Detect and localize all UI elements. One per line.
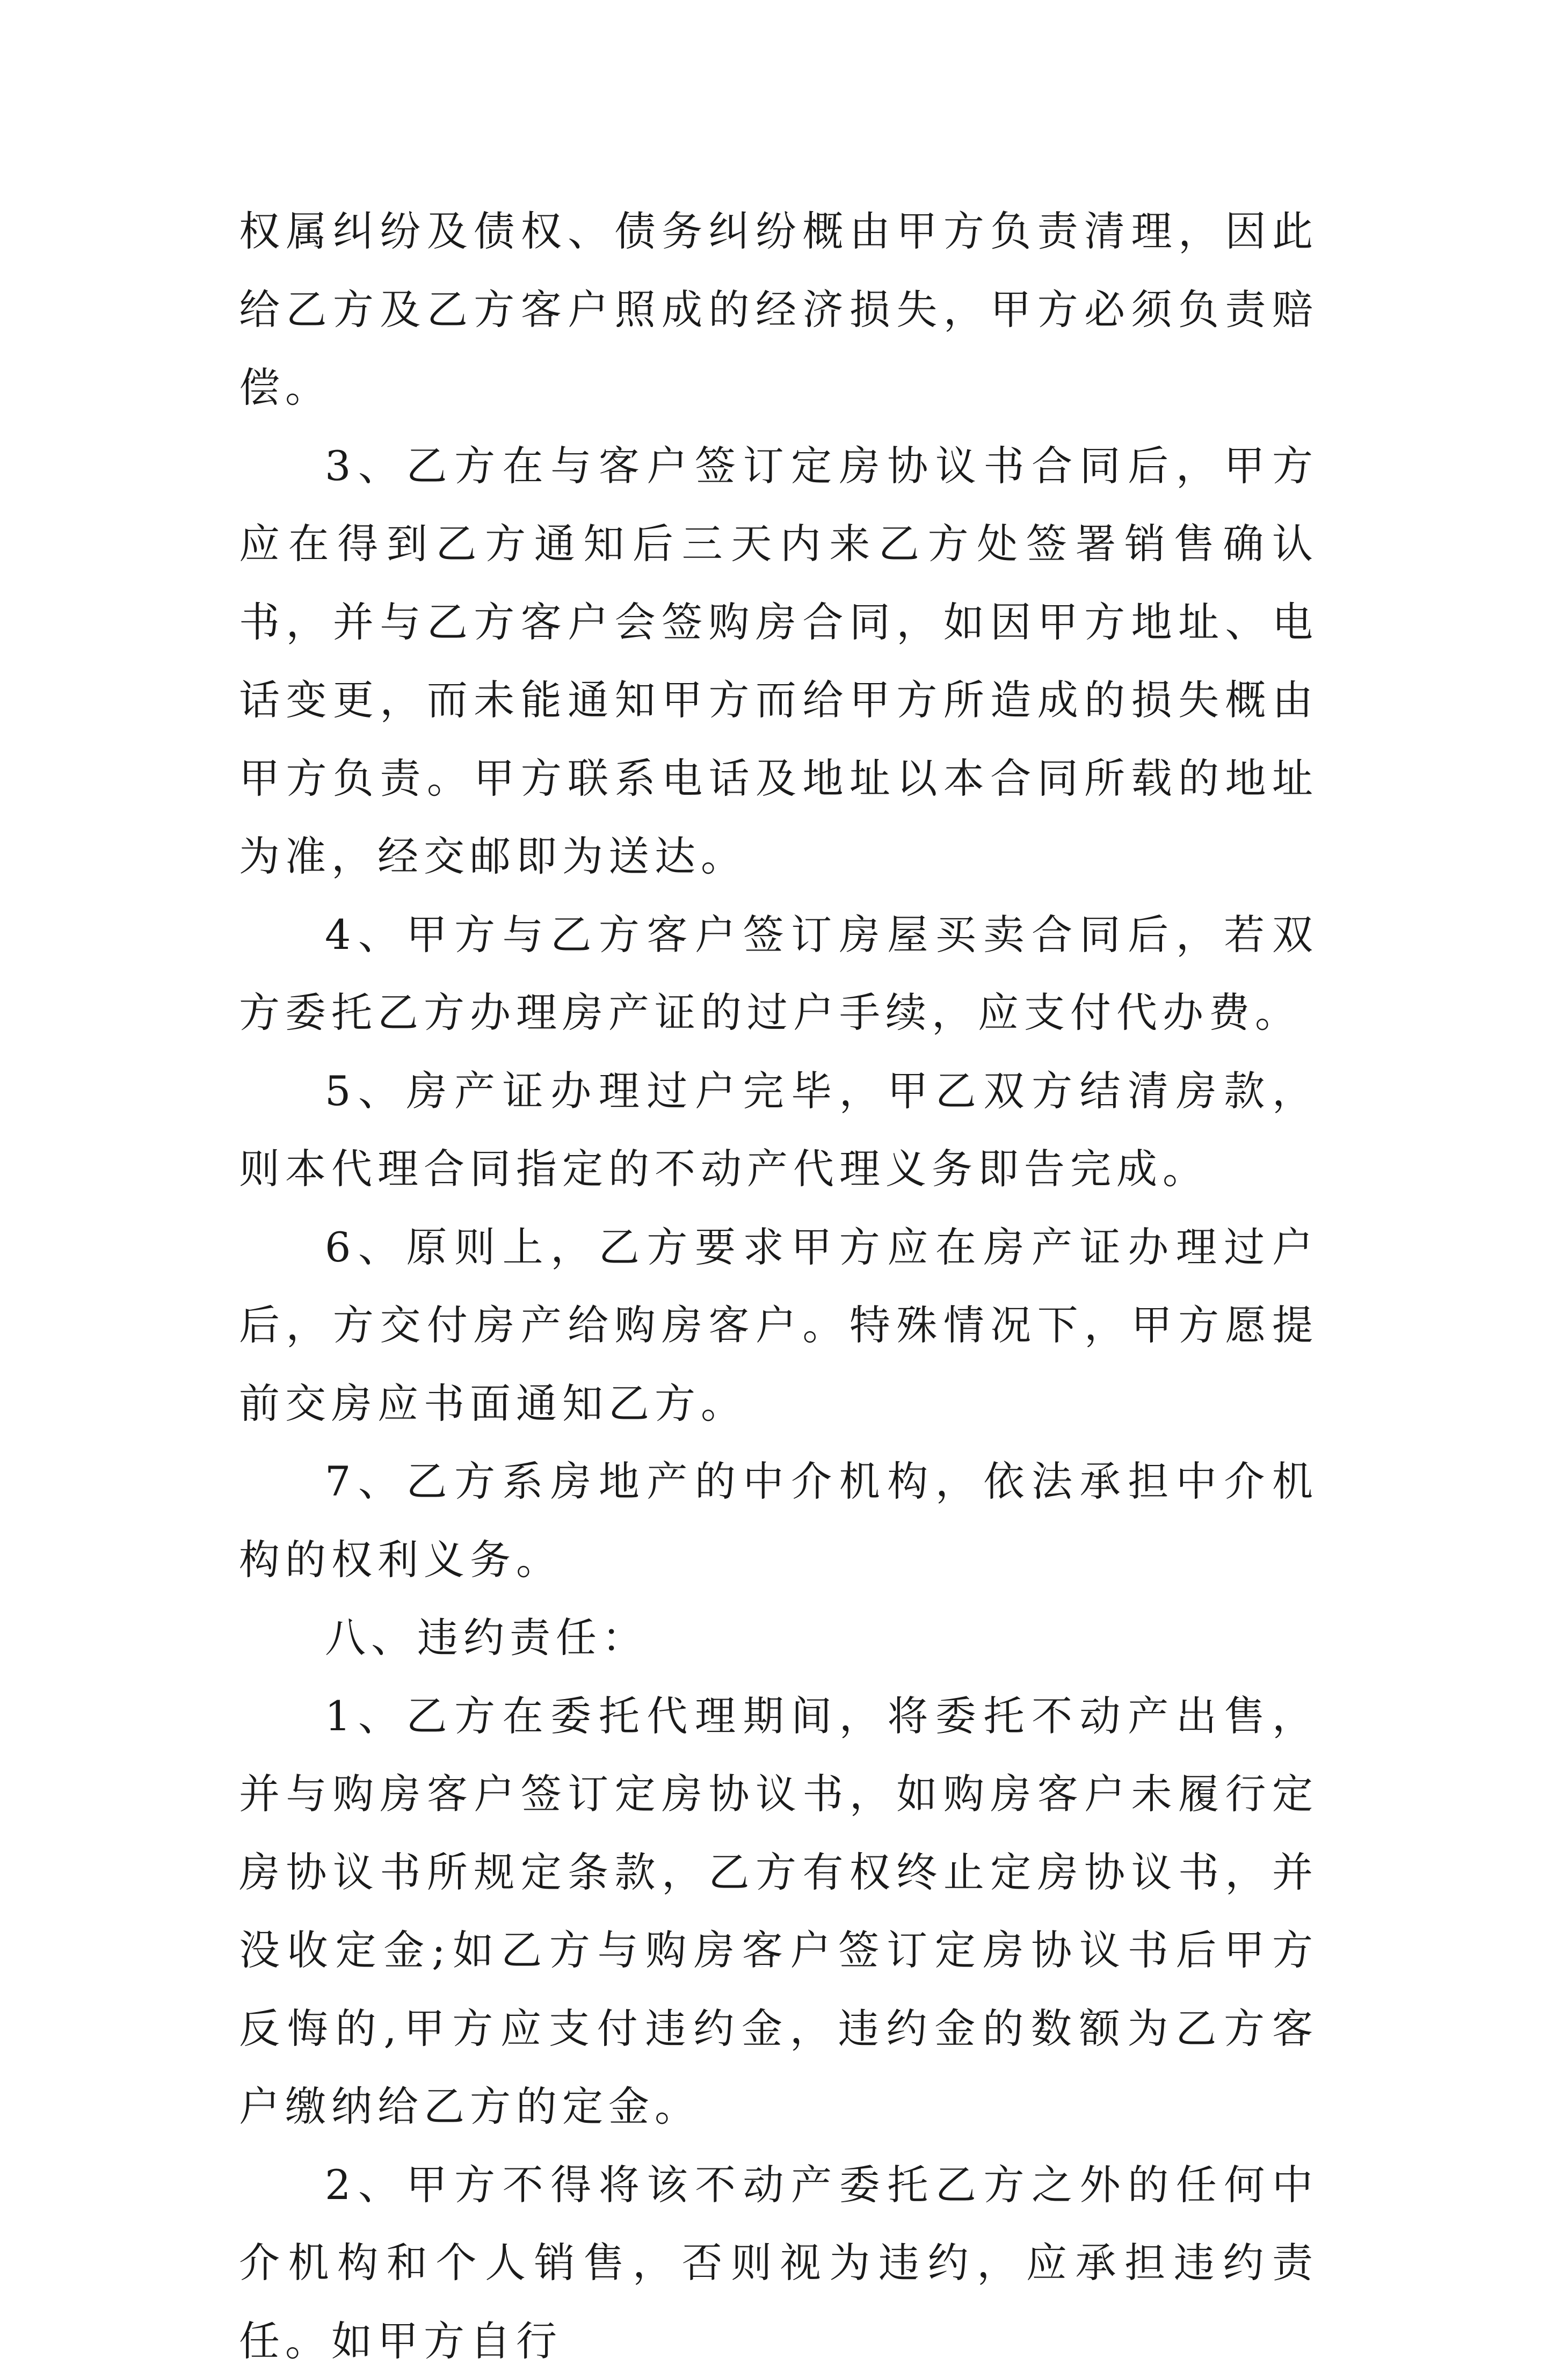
paragraph: 7、乙方系房地产的中介机构，依法承担中介机构的权利义务。	[239, 1442, 1318, 1599]
section-heading: 八、违约责任：	[239, 1599, 1318, 1677]
paragraph: 6、原则上，乙方要求甲方应在房产证办理过户后，方交付房产给购房客户。特殊情况下，甲方愿提前交房应书面通知乙方。	[239, 1208, 1318, 1443]
paragraph: 5、房产证办理过户完毕，甲乙双方结清房款，则本代理合同指定的不动产代理义务即告完成。	[239, 1052, 1318, 1208]
paragraph: 1、乙方在委托代理期间，将委托不动产出售，并与购房客户签订定房协议书，如购房客户未履行定房协议书所规定条款，乙方有权终止定房协议书，并没收定金;如乙方与购房客户签订定房协议书后甲方反悔的,甲方应支付违约金，违约金的数额为乙方客户缴纳给乙方的定金。	[239, 1677, 1318, 2146]
paragraph: 2、甲方不得将该不动产委托乙方之外的任何中介机构和个人销售，否则视为违约，应承担违约责任。如甲方自行	[239, 2146, 1318, 2380]
paragraph: 权属纠纷及债权、债务纠纷概由甲方负责清理，因此给乙方及乙方客户照成的经济损失，甲方必须负责赔偿。	[239, 192, 1318, 427]
document-body	[239, 192, 1318, 2380]
paragraph: 3、乙方在与客户签订定房协议书合同后，甲方应在得到乙方通知后三天内来乙方处签署销售确认书，并与乙方客户会签购房合同，如因甲方地址、电话变更，而未能通知甲方而给甲方所造成的损失概由甲方负责。甲方联系电话及地址以本合同所载的地址为准，经交邮即为送达。	[239, 427, 1318, 896]
paragraph: 4、甲方与乙方客户签订房屋买卖合同后，若双方委托乙方办理房产证的过户手续，应支付代办费。	[239, 896, 1318, 1052]
